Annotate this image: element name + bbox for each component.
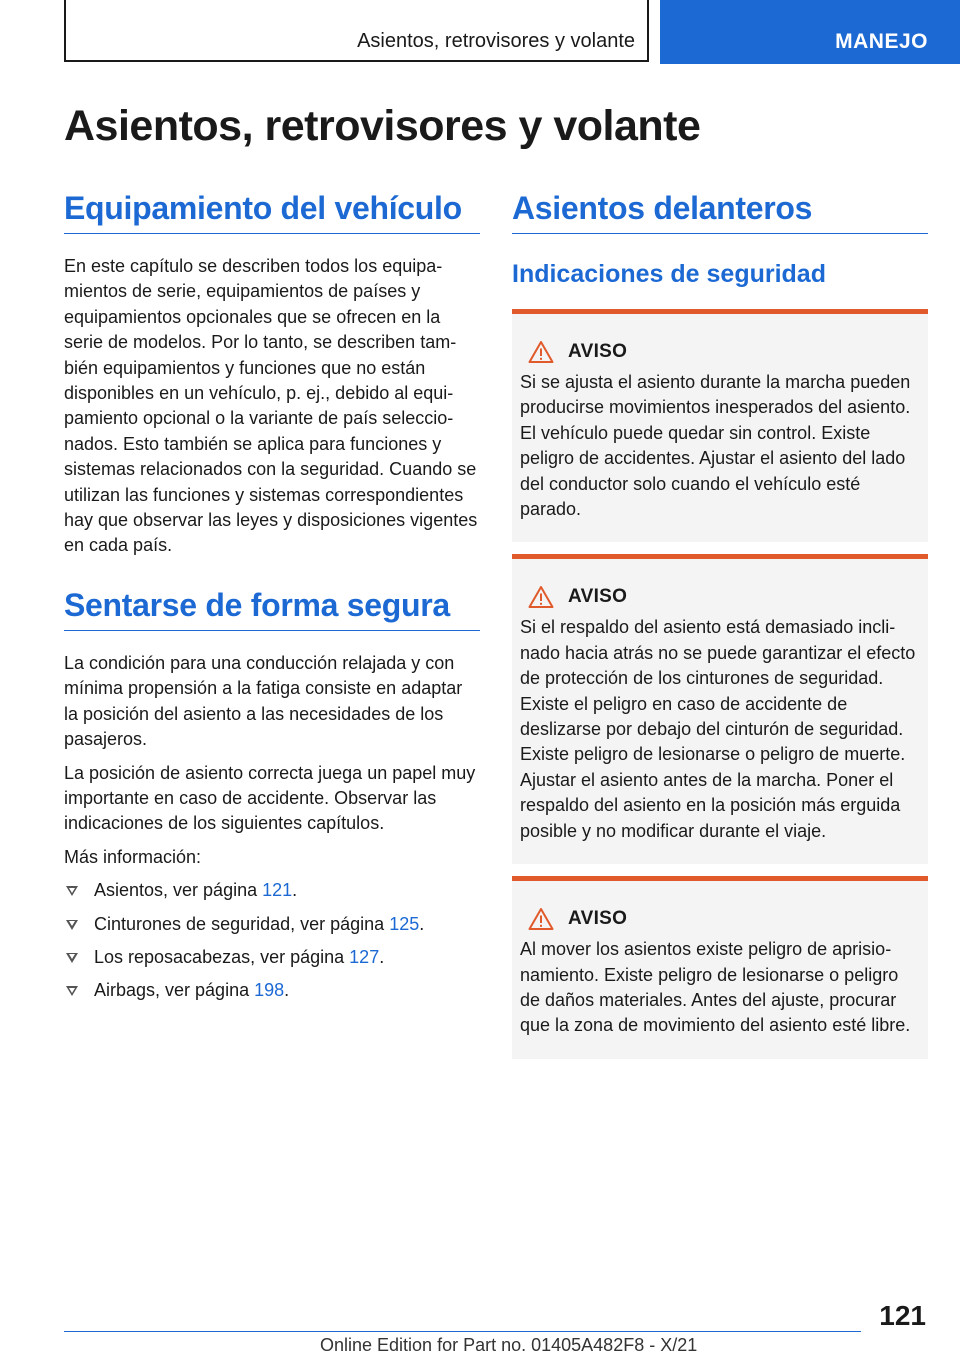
section-safe-seating xyxy=(64,587,480,1004)
warning-text: Al mover los asientos existe peligro de aprisionamiento. Existe peligro de lesionarse o peligro de daños materiales. Antes del ajuste, procurar que la zona de movimiento del asiento esté libre. xyxy=(520,939,911,1036)
warning-header xyxy=(520,340,920,364)
warning-label: AVISO xyxy=(568,586,628,608)
triangle-bullet-icon xyxy=(66,953,78,963)
section-heading: Asientos delanteros xyxy=(512,190,928,234)
page-link[interactable]: 125 xyxy=(389,913,420,934)
warning-header xyxy=(520,585,920,609)
header-chapter-title: Asientos, retrovisores y volante xyxy=(357,30,635,52)
left-column xyxy=(64,190,480,1012)
warning-box xyxy=(512,309,928,542)
warning-label: AVISO xyxy=(568,908,628,930)
reference-list xyxy=(64,878,480,1004)
section-paragraph: La condición para una conducción relajada y con mínima propensión a la fatiga consiste en adaptar la posición del asiento a las necesidades de los pasajeros. xyxy=(64,652,463,750)
more-info-label: Más información: xyxy=(64,846,202,867)
warning-header xyxy=(520,907,920,931)
reference-item: Cinturones de seguridad, ver página 125. xyxy=(64,912,480,937)
reference-item: Los reposacabezas, ver página 127. xyxy=(64,945,480,970)
warning-label: AVISO xyxy=(568,341,628,362)
warning-box xyxy=(512,876,928,1059)
warning-text: Si se ajusta el asiento durante la marcha pueden producirse movimientos inesperados del asiento. El vehículo puede quedar sin control. Existe peligro de accidentes. Ajustar el asiento del lado del conductor solo cuando el vehículo esté parado. xyxy=(520,372,911,520)
right-column xyxy=(512,190,928,1059)
footer-rule xyxy=(64,1331,861,1332)
section-heading: Sentarse de forma segura xyxy=(64,587,480,631)
header-section-tab xyxy=(660,0,960,64)
warning-triangle-icon xyxy=(528,907,554,931)
section-heading: Equipamiento del vehículo xyxy=(64,190,480,234)
page-title: Asientos, retrovisores y volante xyxy=(64,102,701,150)
warning-list xyxy=(512,309,928,1059)
triangle-bullet-icon xyxy=(66,920,78,930)
warning-triangle-icon xyxy=(528,340,554,364)
page-number: 121 xyxy=(879,1300,926,1331)
reference-item: Asientos, ver página 121. xyxy=(64,878,480,903)
subsection-heading: Indicaciones de seguridad xyxy=(512,260,826,288)
footer-edition: Online Edition for Part no. 01405A482F8 - X/21 xyxy=(320,1335,698,1355)
section-paragraph: En este capítulo se describen todos los equipamientos de serie, equipamientos de países y equipamientos opcionales que se ofrecen en la serie de modelos. Por lo tanto, se describen también equipamientos y funciones que no están disponibles en un vehículo, p. ej., debido al equipamiento opcional o la variante de país seleccionados. Esto también se aplica para funciones y sistemas relacionados con la seguridad. Cuando se utilizan las funciones y sistemas correspondientes hay que observar las leyes y disposiciones vigentes en cada país. xyxy=(64,256,478,556)
warning-triangle-icon xyxy=(528,585,554,609)
page-link[interactable]: 121 xyxy=(262,880,293,901)
reference-item: Airbags, ver página 198. xyxy=(64,978,480,1003)
section-vehicle-equipment xyxy=(64,190,480,559)
warning-text: Si el respaldo del asiento está demasiado inclinado hacia atrás no se puede garantizar el efecto de protección de los cinturones de seguridad. Existe el peligro en caso de accidente de deslizarse por debajo del cinturón de seguridad. Existe peligro de lesionarse o peligro de muerte. Ajustar el asiento antes de la marcha. Poner el respaldo del asiento en la posición más erguida posible y no modificar durante el viaje. xyxy=(520,617,916,841)
warning-box xyxy=(512,554,928,864)
page-link[interactable]: 198 xyxy=(254,980,285,1001)
triangle-bullet-icon xyxy=(66,986,78,996)
section-paragraph: La posición de asiento correcta juega un papel muy importante en caso de accidente. Observar las indicaciones de los siguientes capítulos. xyxy=(64,762,476,834)
header-section-label: MANEJO xyxy=(835,30,928,53)
triangle-bullet-icon xyxy=(66,886,78,896)
header-chapter-box xyxy=(64,0,649,62)
page-link[interactable]: 127 xyxy=(349,946,380,967)
